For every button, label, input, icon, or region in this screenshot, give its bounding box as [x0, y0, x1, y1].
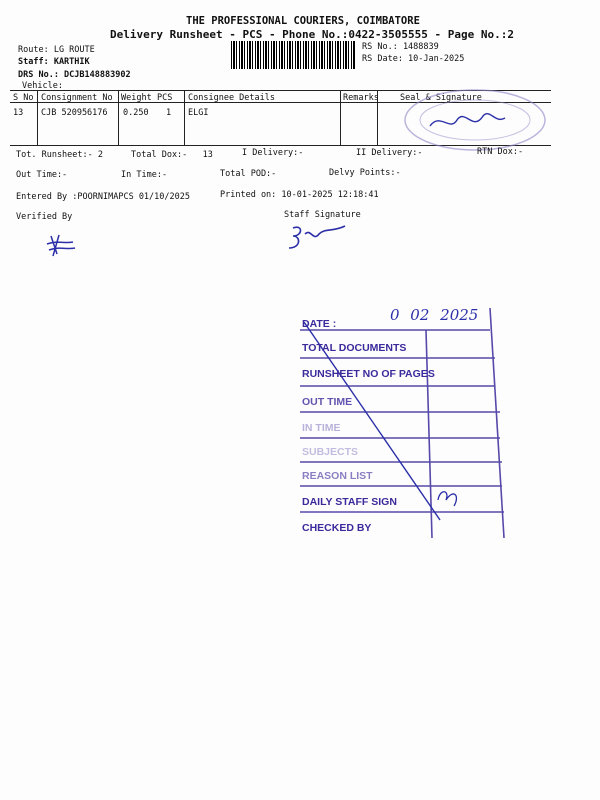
stamp-subjects: SUBJECTS	[302, 446, 359, 458]
cell-weight: 0.250	[123, 108, 149, 118]
runsheet-subtitle: Delivery Runsheet - PCS - Phone No.:0422-3505555 - Page No.:2	[110, 28, 514, 41]
printed-on: Printed on: 10-01-2025 12:18:41	[220, 190, 379, 200]
stamp-total-documents: TOTAL DOCUMENTS	[302, 342, 407, 354]
stamp-runsheet-pages: RUNSHEET NO OF PAGES	[302, 368, 435, 380]
staff-label: Staff: KARTHIK	[18, 57, 90, 67]
stamp-out-time: OUT TIME	[302, 396, 353, 408]
col-divider	[118, 90, 119, 145]
stamp-staff-sign: DAILY STAFF SIGN	[302, 496, 397, 508]
col-divider	[37, 90, 38, 145]
stamp-checked-by: CHECKED BY	[302, 522, 372, 534]
col-divider	[184, 90, 185, 145]
header-weight: Weight	[121, 93, 152, 103]
barcode-image	[231, 41, 355, 69]
header-consignee: Consignee Details	[188, 93, 275, 103]
cell-consignment: CJB 520956176	[41, 108, 108, 118]
in-time: In Time:-	[121, 170, 168, 180]
staff-signature-label: Staff Signature	[284, 210, 361, 220]
delvy-points: Delvy Points:-	[329, 168, 401, 178]
total-dox: Total Dox:- 13	[131, 150, 213, 160]
stamp-in-time: IN TIME	[302, 422, 341, 434]
rs-number: RS No.: 1488839	[362, 42, 439, 52]
out-time: Out Time:-	[16, 170, 68, 180]
drs-number: DRS No.: DCJB148883902	[18, 70, 131, 80]
vehicle-label: Vehicle:	[22, 81, 63, 91]
stamp-date-value: 0 02 2025	[390, 306, 479, 324]
stamp-date-label: DATE :	[302, 318, 337, 330]
cell-pcs: 1	[166, 108, 172, 118]
company-seal-stamp	[395, 82, 555, 152]
documents-stamp	[290, 300, 510, 540]
entered-by: Entered By :POORNIMAPCS 01/10/2025	[16, 192, 190, 202]
verifier-signature	[45, 232, 85, 258]
route-label: Route: LG ROUTE	[18, 45, 95, 55]
cell-sno: 13	[13, 108, 24, 118]
i-delivery: I Delivery:-	[242, 148, 304, 158]
ii-delivery: II Delivery:-	[356, 148, 423, 158]
col-divider	[340, 90, 341, 145]
verified-by-label: Verified By	[16, 212, 73, 222]
staff-signature	[285, 222, 355, 252]
header-seal: Seal & Signature	[400, 93, 482, 103]
header-sno: S No	[13, 93, 34, 103]
company-title: THE PROFESSIONAL COURIERS, COIMBATORE	[186, 15, 420, 27]
stamp-reason-list: REASON LIST	[302, 470, 373, 482]
header-pcs: PCS	[157, 93, 173, 103]
header-consignment: Consignment No	[41, 93, 113, 103]
cell-consignee: ELGI	[188, 108, 209, 118]
rs-date: RS Date: 10-Jan-2025	[362, 54, 465, 64]
tot-runsheet: Tot. Runsheet:- 2	[16, 150, 103, 160]
rtn-dox: RTN Dox:-	[477, 147, 524, 157]
header-remarks: Remarks	[343, 93, 379, 103]
total-pod: Total POD:-	[220, 169, 277, 179]
